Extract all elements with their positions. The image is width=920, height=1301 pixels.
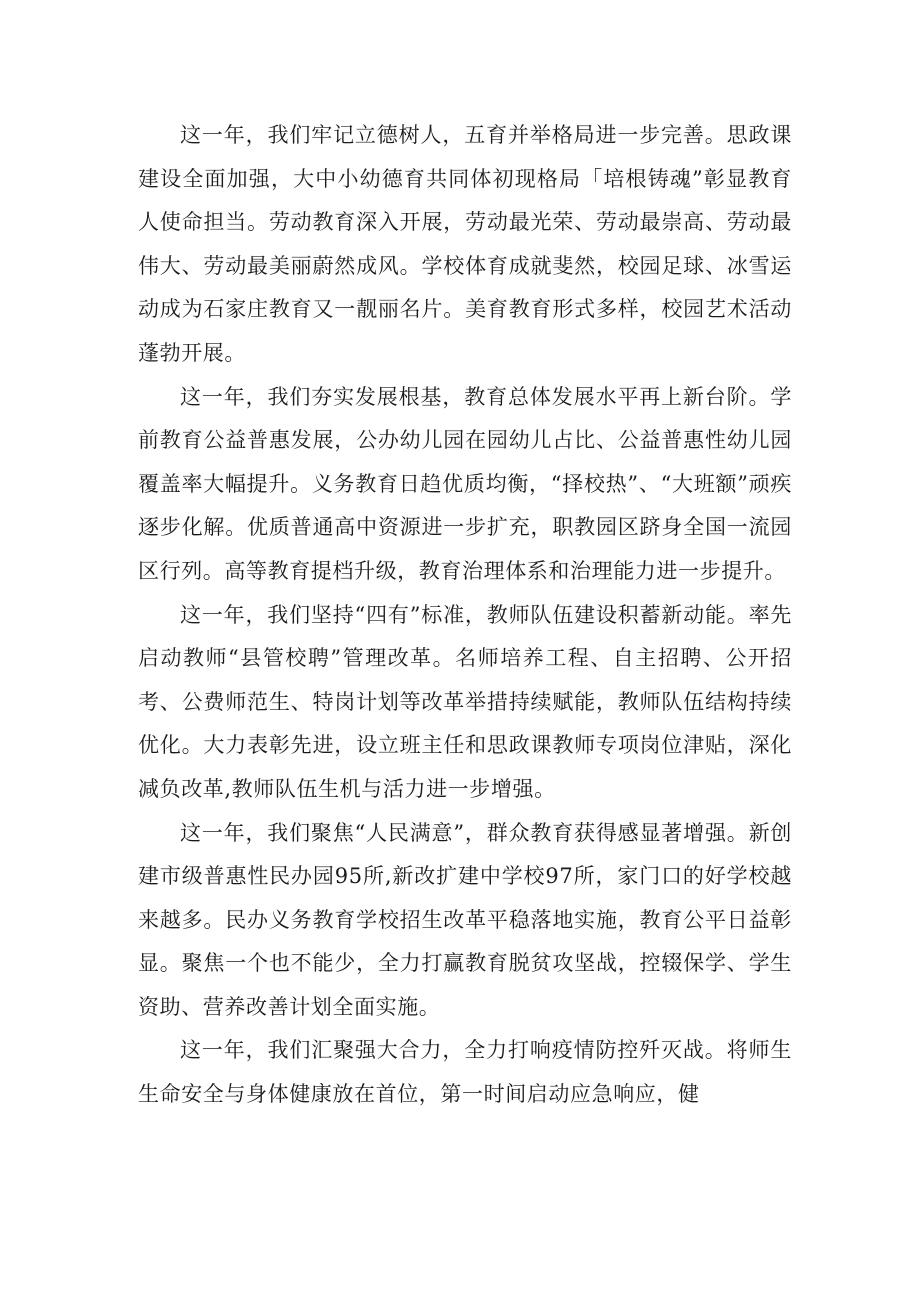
document-body xyxy=(138,114,792,1117)
paragraph-people-satisfaction: 这一年，我们聚焦“人民满意”，群众教育获得感显著增强。新创建市级普惠性民办园95所,新改扩建中学校97所，家门口的好学校越来越多。民办义务教育学校招生改革平稳落地实施，教育公平日益彰显。聚焦一个也不能少，全力打赢教育脱贫攻坚战，控辍保学、学生资助、营养改善计划全面实施。 xyxy=(138,820,792,1019)
paragraph-development-foundation: 这一年，我们夯实发展根基，教育总体发展水平再上新台阶。学前教育公益普惠发展，公办幼儿园在园幼儿占比、公益普惠性幼儿园覆盖率大幅提升。义务教育日趋优质均衡，“择校热”、“大班额”顽疾逐步化解。优质普通高中资源进一步扩充，职教园区跻身全国一流园区行列。高等教育提档升级，教育治理体系和治理能力进一步提升。 xyxy=(138,384,792,583)
paragraph-moral-education: 这一年，我们牢记立德树人，五育并举格局进一步完善。思政课建设全面加强，大中小幼德育共同体初现格局「培根铸魂”彰显教育人使命担当。劳动教育深入开展，劳动最光荣、劳动最崇高、劳动最伟大、劳动最美丽蔚然成风。学校体育成就斐然，校园足球、冰雪运动成为石家庄教育又一靓丽名片。美育教育形式多样，校园艺术活动蓬勃开展。 xyxy=(138,123,792,365)
paragraph-epidemic-prevention: 这一年，我们汇聚强大合力，全力打响疫情防控歼灭战。将师生生命安全与身体健康放在首位，第一时间启动应急响应，健 xyxy=(138,1038,792,1107)
paragraph-teacher-team: 这一年，我们坚持“四有”标准，教师队伍建设积蓄新动能。率先启动教师“县管校聘”管理改革。名师培养工程、自主招聘、公开招考、公费师范生、特岗计划等改革举措持续赋能，教师队伍结构持续优化。大力表彰先进，设立班主任和思政课教师专项岗位津贴，深化减负改革,教师队伍生机与活力进一步增强。 xyxy=(138,602,792,801)
